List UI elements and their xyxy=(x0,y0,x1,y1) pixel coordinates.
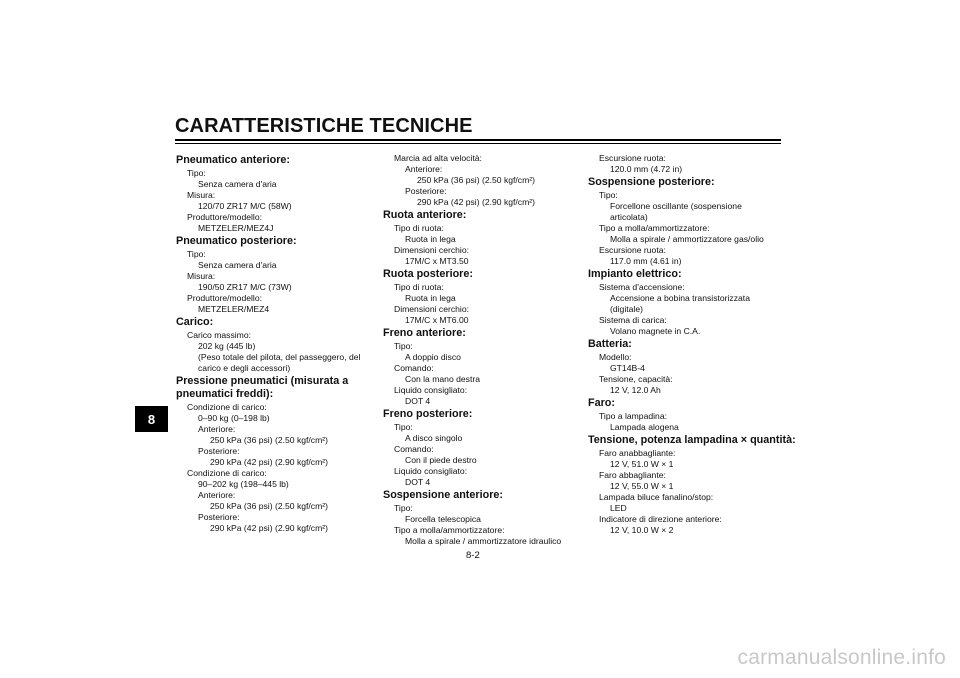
spec-label: Posteriore: xyxy=(198,446,240,456)
spec-value: 12 V, 51.0 W × 1 xyxy=(610,459,674,469)
watermark: carmanualsonline.info xyxy=(737,646,946,669)
section-heading: Ruota anteriore: xyxy=(383,209,467,221)
spec-label: Indicatore di direzione anteriore: xyxy=(599,514,722,524)
section-heading: Tensione, potenza lampadina × quantità: xyxy=(588,434,796,446)
spec-label: Misura: xyxy=(187,190,216,200)
spec-value: 250 kPa (36 psi) (2.50 kgf/cm²) xyxy=(210,435,328,445)
spec-value: LED xyxy=(610,503,627,513)
spec-label: Lampada biluce fanalino/stop: xyxy=(599,492,714,502)
spec-label: Posteriore: xyxy=(405,186,447,196)
spec-value: 190/50 ZR17 M/C (73W) xyxy=(198,282,292,292)
section-heading: Sospensione posteriore: xyxy=(588,176,715,188)
section-heading: Freno anteriore: xyxy=(383,327,466,339)
chapter-tab: 8 xyxy=(135,406,168,432)
spec-label: Tipo: xyxy=(394,341,413,351)
page-title: CARATTERISTICHE TECNICHE xyxy=(175,115,473,137)
spec-value: Ruota in lega xyxy=(405,293,456,303)
spec-label: Tipo a lampadina: xyxy=(599,411,667,421)
spec-value: Forcella telescopica xyxy=(405,514,481,524)
spec-label: Liquido consigliato: xyxy=(394,466,468,476)
spec-value: Molla a spirale / ammortizzatore idraulico xyxy=(405,536,562,546)
spec-label: Produttore/modello: xyxy=(187,212,262,222)
section-heading: Carico: xyxy=(176,316,214,328)
spec-value: 250 kPa (36 psi) (2.50 kgf/cm²) xyxy=(417,175,535,185)
spec-value: Volano magnete in C.A. xyxy=(610,326,701,336)
spec-label: Sistema d'accensione: xyxy=(599,282,685,292)
spec-label: Faro anabbagliante: xyxy=(599,448,676,458)
spec-label: Tipo di ruota: xyxy=(394,223,444,233)
spec-value: 17M/C x MT6.00 xyxy=(405,315,469,325)
spec-value: 250 kPa (36 psi) (2.50 kgf/cm²) xyxy=(210,501,328,511)
section-heading: Ruota posteriore: xyxy=(383,268,473,280)
title-rule-thick xyxy=(175,139,781,141)
spec-value: 202 kg (445 lb) xyxy=(198,341,256,351)
spec-label: Anteriore: xyxy=(405,164,443,174)
spec-label: Tipo: xyxy=(394,503,413,513)
spec-value: 290 kPa (42 psi) (2.90 kgf/cm²) xyxy=(417,197,535,207)
spec-label: Posteriore: xyxy=(198,512,240,522)
spec-label: Tensione, capacità: xyxy=(599,374,673,384)
section-heading: Pressione pneumatici (misurata a pneumatici freddi): xyxy=(176,375,349,400)
spec-column-2 xyxy=(383,153,583,547)
spec-label: Tipo di ruota: xyxy=(394,282,444,292)
section-heading: Faro: xyxy=(588,397,615,409)
spec-label: Modello: xyxy=(599,352,632,362)
section-heading: Impianto elettrico: xyxy=(588,268,682,280)
spec-value: 12 V, 12.0 Ah xyxy=(610,385,661,395)
spec-value: A doppio disco xyxy=(405,352,461,362)
spec-value: DOT 4 xyxy=(405,477,431,487)
spec-value: Accensione a bobina transistorizzata (digitale) xyxy=(610,293,750,314)
spec-column-1 xyxy=(176,153,372,534)
page-number: 8-2 xyxy=(466,550,480,561)
spec-label: Tipo a molla/ammortizzatore: xyxy=(394,525,505,535)
spec-label: Tipo a molla/ammortizzatore: xyxy=(599,223,710,233)
spec-label: Liquido consigliato: xyxy=(394,385,468,395)
spec-value: 12 V, 10.0 W × 2 xyxy=(610,525,674,535)
spec-value: DOT 4 xyxy=(405,396,431,406)
spec-value: 12 V, 55.0 W × 1 xyxy=(610,481,674,491)
spec-value: Con il piede destro xyxy=(405,455,477,465)
spec-value: 120.0 mm (4.72 in) xyxy=(610,164,683,174)
spec-label: Escursione ruota: xyxy=(599,153,666,163)
spec-label: Tipo: xyxy=(187,168,206,178)
spec-label: Condizione di carico: xyxy=(187,468,267,478)
spec-value: 0–90 kg (0–198 lb) xyxy=(198,413,270,423)
spec-label: Dimensioni cerchio: xyxy=(394,304,469,314)
spec-label: Condizione di carico: xyxy=(187,402,267,412)
spec-label: Escursione ruota: xyxy=(599,245,666,255)
title-rule-thin xyxy=(175,143,781,144)
spec-value: Ruota in lega xyxy=(405,234,456,244)
spec-label: Carico massimo: xyxy=(187,330,251,340)
spec-value: 90–202 kg (198–445 lb) xyxy=(198,479,289,489)
spec-value: Molla a spirale / ammortizzatore gas/olio xyxy=(610,234,764,244)
spec-label: Anteriore: xyxy=(198,490,236,500)
spec-value: 17M/C x MT3.50 xyxy=(405,256,469,266)
spec-label: Misura: xyxy=(187,271,216,281)
spec-value: METZELER/MEZ4J xyxy=(198,223,274,233)
spec-value: METZELER/MEZ4 xyxy=(198,304,270,314)
spec-value: 120/70 ZR17 M/C (58W) xyxy=(198,201,292,211)
section-heading: Freno posteriore: xyxy=(383,408,473,420)
spec-label: Comando: xyxy=(394,363,434,373)
spec-value: A disco singolo xyxy=(405,433,463,443)
section-heading: Pneumatico posteriore: xyxy=(176,235,297,247)
spec-value: Lampada alogena xyxy=(610,422,679,432)
spec-value: Senza camera d'aria xyxy=(198,260,277,270)
spec-label: Dimensioni cerchio: xyxy=(394,245,469,255)
spec-label: Tipo: xyxy=(187,249,206,259)
section-heading: Sospensione anteriore: xyxy=(383,489,503,501)
spec-value: 290 kPa (42 psi) (2.90 kgf/cm²) xyxy=(210,523,328,533)
spec-label: Sistema di carica: xyxy=(599,315,667,325)
spec-column-3 xyxy=(588,153,796,536)
section-heading: Batteria: xyxy=(588,338,632,350)
spec-label: Marcia ad alta velocità: xyxy=(394,153,482,163)
spec-value: 117.0 mm (4.61 in) xyxy=(610,256,682,266)
spec-value: Con la mano destra xyxy=(405,374,480,384)
spec-value: 290 kPa (42 psi) (2.90 kgf/cm²) xyxy=(210,457,328,467)
spec-value: GT14B-4 xyxy=(610,363,645,373)
spec-label: Produttore/modello: xyxy=(187,293,262,303)
spec-label: Anteriore: xyxy=(198,424,236,434)
spec-label: Faro abbagliante: xyxy=(599,470,666,480)
spec-label: Comando: xyxy=(394,444,434,454)
spec-value: Senza camera d'aria xyxy=(198,179,277,189)
spec-value: Forcellone oscillante (sospensione articolata) xyxy=(610,201,742,222)
spec-label: Tipo: xyxy=(599,190,618,200)
section-heading: Pneumatico anteriore: xyxy=(176,154,290,166)
spec-label: Tipo: xyxy=(394,422,413,432)
spec-note: (Peso totale del pilota, del passeggero, del carico e degli accessori) xyxy=(198,352,361,373)
